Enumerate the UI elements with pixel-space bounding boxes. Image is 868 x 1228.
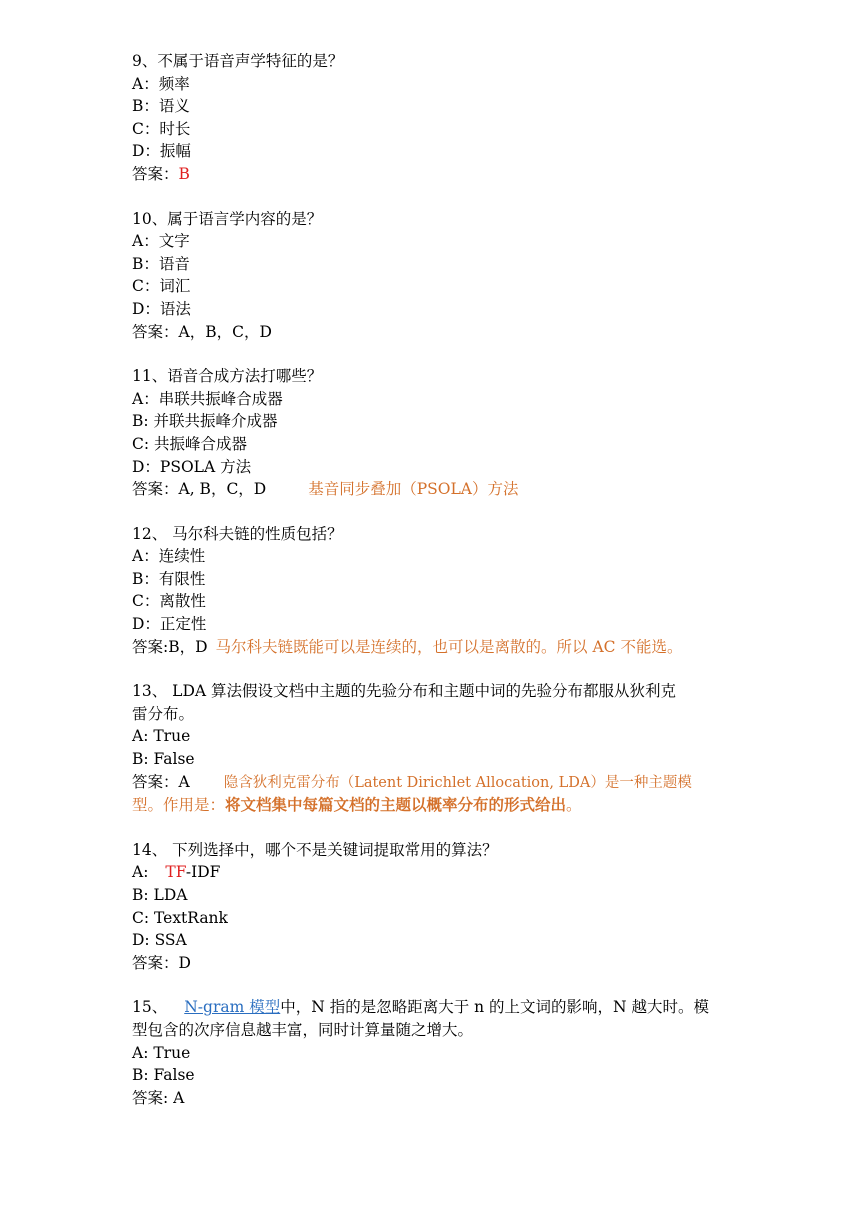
answer-line bbox=[132, 478, 742, 501]
option-a: A：文字 bbox=[132, 232, 190, 251]
question-title-line-1: 13、 LDA 算法假设文档中主题的先验分布和主题中词的先验分布都服从狄利克 bbox=[132, 682, 676, 701]
ngram-link[interactable]: N-gram 模型 bbox=[184, 998, 281, 1017]
question-title-line-2: 雷分布。 bbox=[132, 704, 195, 723]
answer-text: 答案:B，D bbox=[132, 637, 208, 656]
answer-note-line-2 bbox=[132, 794, 742, 817]
option-d: D：PSOLA 方法 bbox=[132, 457, 252, 476]
option-c: C：时长 bbox=[132, 119, 191, 138]
question-13 bbox=[132, 680, 742, 817]
option-a bbox=[132, 861, 742, 884]
option-b: B: LDA bbox=[132, 886, 188, 904]
question-title-rest: 中，N 指的是忽略距离大于 n 的上文词的影响，N 越大时。模 bbox=[280, 998, 710, 1017]
answer-text: 答案：A, B，C，D bbox=[132, 480, 267, 499]
note-suffix: 。 bbox=[566, 796, 582, 815]
question-12 bbox=[132, 523, 742, 659]
document-page bbox=[132, 50, 742, 1131]
option-d: D：语法 bbox=[132, 299, 191, 318]
answer-line bbox=[132, 771, 742, 795]
option-b: B：语音 bbox=[132, 254, 190, 273]
question-14 bbox=[132, 839, 742, 975]
option-b: B: False bbox=[132, 750, 195, 769]
answer-note: 马尔科夫链既能可以是连续的，也可以是离散的。所以 AC 不能选。 bbox=[215, 637, 683, 656]
answer-line bbox=[132, 163, 742, 186]
option-b: B: False bbox=[132, 1066, 195, 1085]
question-number: 15、 bbox=[132, 998, 168, 1017]
answer-line: 答案：A，B，C，D bbox=[132, 322, 272, 341]
option-c: C: TextRank bbox=[132, 908, 228, 927]
option-a-highlight: TF bbox=[165, 863, 186, 882]
option-a: A：频率 bbox=[132, 74, 190, 93]
answer-label: 答案： bbox=[132, 164, 179, 183]
question-10 bbox=[132, 208, 742, 344]
question-title: 10、属于语言学内容的是？ bbox=[132, 209, 323, 228]
option-a: A：连续性 bbox=[132, 547, 206, 566]
question-title: 9、不属于语音声学特征的是？ bbox=[132, 52, 344, 70]
option-c: C：离散性 bbox=[132, 592, 206, 611]
answer-note: 基音同步叠加（PSOLA）方法 bbox=[308, 480, 519, 499]
option-a-rest: -IDF bbox=[185, 863, 221, 882]
question-title: 12、 马尔科夫链的性质包括？ bbox=[132, 524, 343, 543]
answer-value: B bbox=[178, 164, 190, 183]
option-b: B：有限性 bbox=[132, 569, 206, 588]
question-title-line-1 bbox=[132, 996, 742, 1019]
answer-note: 隐含狄利克雷分布（Latent Dirichlet Allocation, LDA）是一种主题模 bbox=[223, 774, 692, 791]
option-b: B：语义 bbox=[132, 97, 190, 116]
option-c: C: 共振峰合成器 bbox=[132, 434, 248, 453]
answer-line bbox=[132, 636, 742, 659]
option-a: A：串联共振峰合成器 bbox=[132, 389, 283, 408]
answer-text: 答案：A bbox=[132, 772, 190, 791]
question-title: 14、 下列选择中，哪个不是关键词提取常用的算法？ bbox=[132, 840, 498, 859]
question-title: 11、语音合成方法打哪些？ bbox=[132, 367, 323, 386]
answer-line: 答案: A bbox=[132, 1088, 185, 1107]
option-a-label: A: bbox=[132, 863, 149, 882]
question-15 bbox=[132, 996, 742, 1109]
question-11 bbox=[132, 365, 742, 501]
option-a: A: True bbox=[132, 1043, 191, 1062]
question-title-line-2: 型包含的次序信息越丰富，同时计算量随之增大。 bbox=[132, 1020, 474, 1039]
option-d: D：振幅 bbox=[132, 142, 191, 161]
note-prefix: 型。作用是： bbox=[132, 796, 226, 815]
option-d: D: SSA bbox=[132, 931, 187, 950]
answer-line: 答案：D bbox=[132, 953, 191, 972]
option-c: C：词汇 bbox=[132, 277, 191, 296]
note-bold: 将文档集中每篇文档的主题以概率分布的形式给出 bbox=[225, 795, 567, 815]
option-b: B: 并联共振峰介成器 bbox=[132, 412, 278, 431]
question-9 bbox=[132, 50, 742, 186]
option-d: D：正定性 bbox=[132, 615, 207, 634]
option-a: A: True bbox=[132, 727, 191, 746]
